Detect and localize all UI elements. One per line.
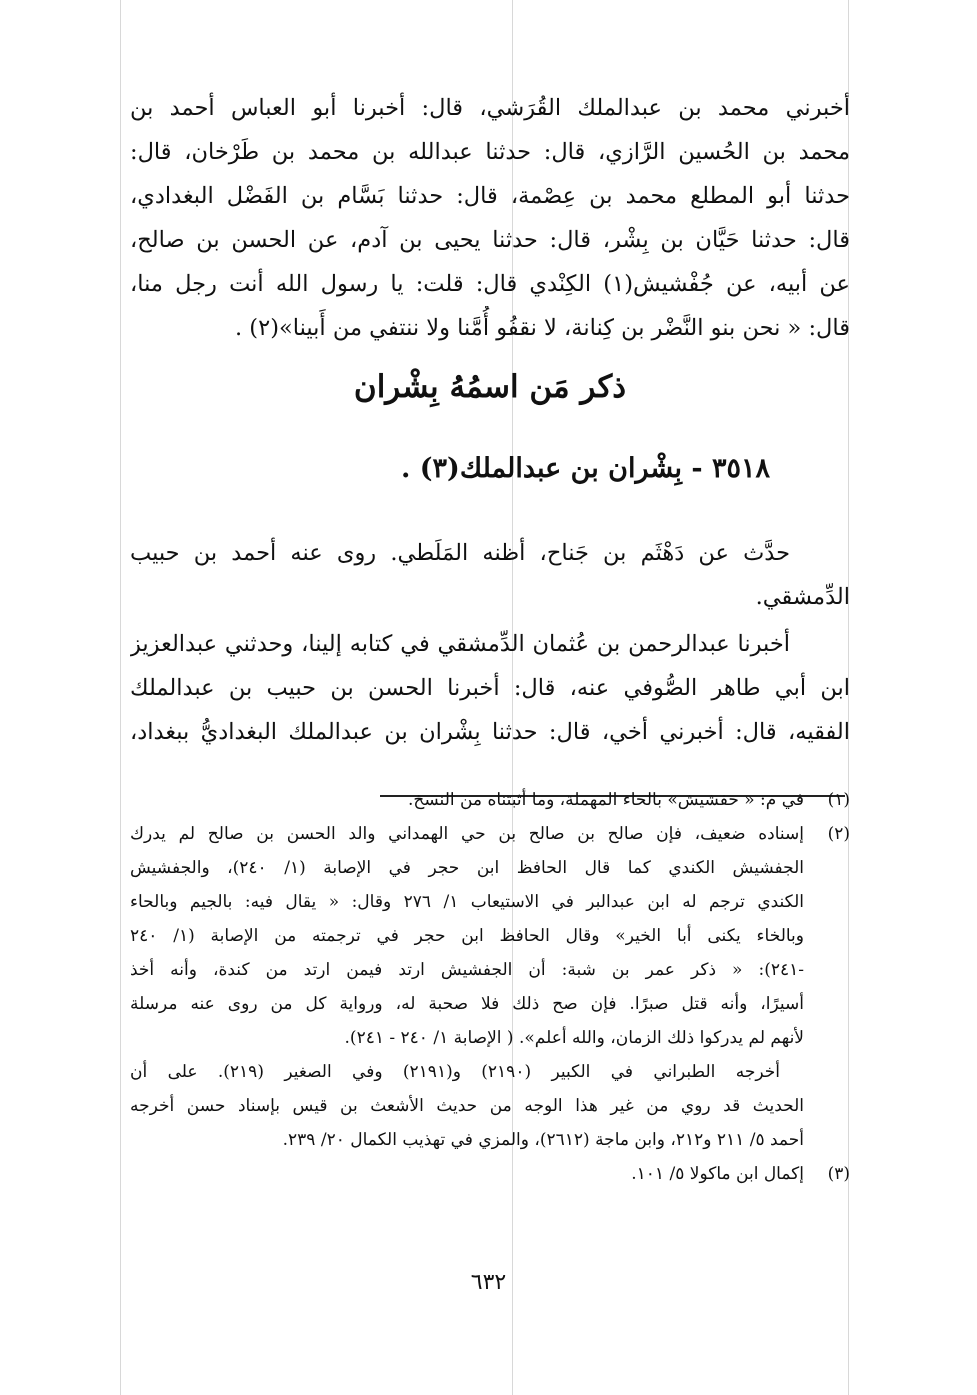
- text-line: حدثنا أبو المطلع محمد بن عِصْمة، قال: حدثنا بَسَّام بن الفَضْل البغدادي،: [130, 183, 850, 209]
- footnote-line: إسناده ضعيف، فإن صالح بن صالح بن حي الهمداني والد الحسن بن صالح لم يدرك: [130, 824, 804, 844]
- footnote-line: إكمال ابن ماكولا ٥/ ١٠١.: [631, 1164, 804, 1184]
- footnote-1: [130, 783, 850, 817]
- text-line: أخبرني محمد بن عبدالملك القُرَشي، قال: أخبرنا أبو العباس أحمد بن: [130, 95, 850, 121]
- footnote-line: أحمد ٥/ ٢١١ و٢١٢، وابن ماجة (٢٦١٢)، والمزي في تهذيب الكمال ٢٠/ ٢٣٩.: [282, 1130, 804, 1150]
- entry-paragraph: [130, 622, 850, 754]
- footnote-line: لأنهم لم يدركوا ذلك الزمان، والله أعلم». ( الإصابة ١/ ٢٤٠ - ٢٤١).: [344, 1028, 804, 1048]
- footnote-line: الحديث قد روي من غير هذا الوجه من حديث الأشعث بن قيس بإسناد حسن أخرجه: [130, 1096, 804, 1116]
- entry-paragraph: [130, 531, 850, 619]
- footnote-3: [130, 1157, 850, 1191]
- entry-title: ٣٥١٨ - بِشْران بن عبدالملك(٣) .: [400, 453, 770, 484]
- footnote-number: (٣): [827, 1164, 850, 1184]
- footnote-line: الكندي ترجم له ابن عبدالبر في الاستيعاب ١/ ٢٧٦ وقال: « يقال فيه: بالجيم وبالحاء: [130, 892, 804, 912]
- text-line: حدَّث عن دَهْثَم بن جَناح، أظنه المَلَطي. روى عنه أحمد بن حبيب: [130, 540, 790, 566]
- text-line: قال: « نحن بنو النَّضْر بن كِنانة، لا نقفُو أُمَّنا ولا ننتفي من أَبينا»(٢) .: [235, 315, 850, 341]
- section-heading: ذكر مَن اسمُهُ بِشْران: [353, 369, 627, 405]
- text-line: محمد بن الحُسين الرَّازي، قال: حدثنا عبدالله بن محمد بن طَرْخان، قال:: [130, 139, 850, 165]
- text-line: قال: حدثنا حَيَّان بن بِشْر، قال: حدثنا يحيى بن آدم، عن الحسن بن صالح،: [130, 227, 850, 253]
- footnote-number: (٢): [827, 824, 850, 844]
- text-line: الفقيه، قال: أخبرني أخي، قال: حدثنا بِشْران بن عبدالملك البغداديُّ ببغداد،: [130, 719, 850, 745]
- text-line: الدِّمشقي.: [755, 584, 850, 610]
- footnote-line: -٢٤١): « ذكر عمر بن شبة: أن الجفشيش ارتد فيمن ارتد من كندة، وأنه أخذ: [130, 960, 804, 980]
- footnote-line: وبالخاء يكنى أبا الخير» وقال الحافظ ابن حجر في ترجمته من الإصابة (١/ ٢٤٠: [130, 926, 804, 946]
- page-number: ٦٣٢: [470, 1270, 507, 1295]
- text-line: ابن أبي طاهر الصُّوفي عنه، قال: أخبرنا الحسن بن حبيب بن عبدالملك: [130, 675, 850, 701]
- footnote-number: (١): [827, 790, 850, 810]
- scan-margin-line: [120, 0, 121, 1395]
- footnote-line: أسيرًا، وأنه قتل صبرًا. فإن صح ذلك فلا صحبة له، ورواية كل من روى عنه مرسلة: [130, 994, 804, 1014]
- text-line: عن أبيه، عن جُفْشيش(١) الكِنْدي قال: قلت: يا رسول الله أنت رجل منا،: [130, 271, 850, 297]
- footnote-line: الجفشيش الكندي كما قال الحافظ ابن حجر في الإصابة (١/ ٢٤٠)، والجفشيش: [130, 858, 804, 878]
- text-line: أخبرنا عبدالرحمن بن عُثمان الدِّمشقي في كتابه إلينا، وحدثني عبدالعزيز: [130, 631, 790, 657]
- footnote-2: [130, 817, 850, 1157]
- footnote-line: في م: « حفشيش» بالحاء المهملة، وما أثبتناه من النسخ.: [408, 790, 804, 810]
- intro-paragraph: [130, 86, 850, 350]
- footnote-line: أخرجه الطبراني في الكبير (٢١٩٠) و(٢١٩١) وفي الصغير (٢١٩). على أن: [130, 1062, 780, 1082]
